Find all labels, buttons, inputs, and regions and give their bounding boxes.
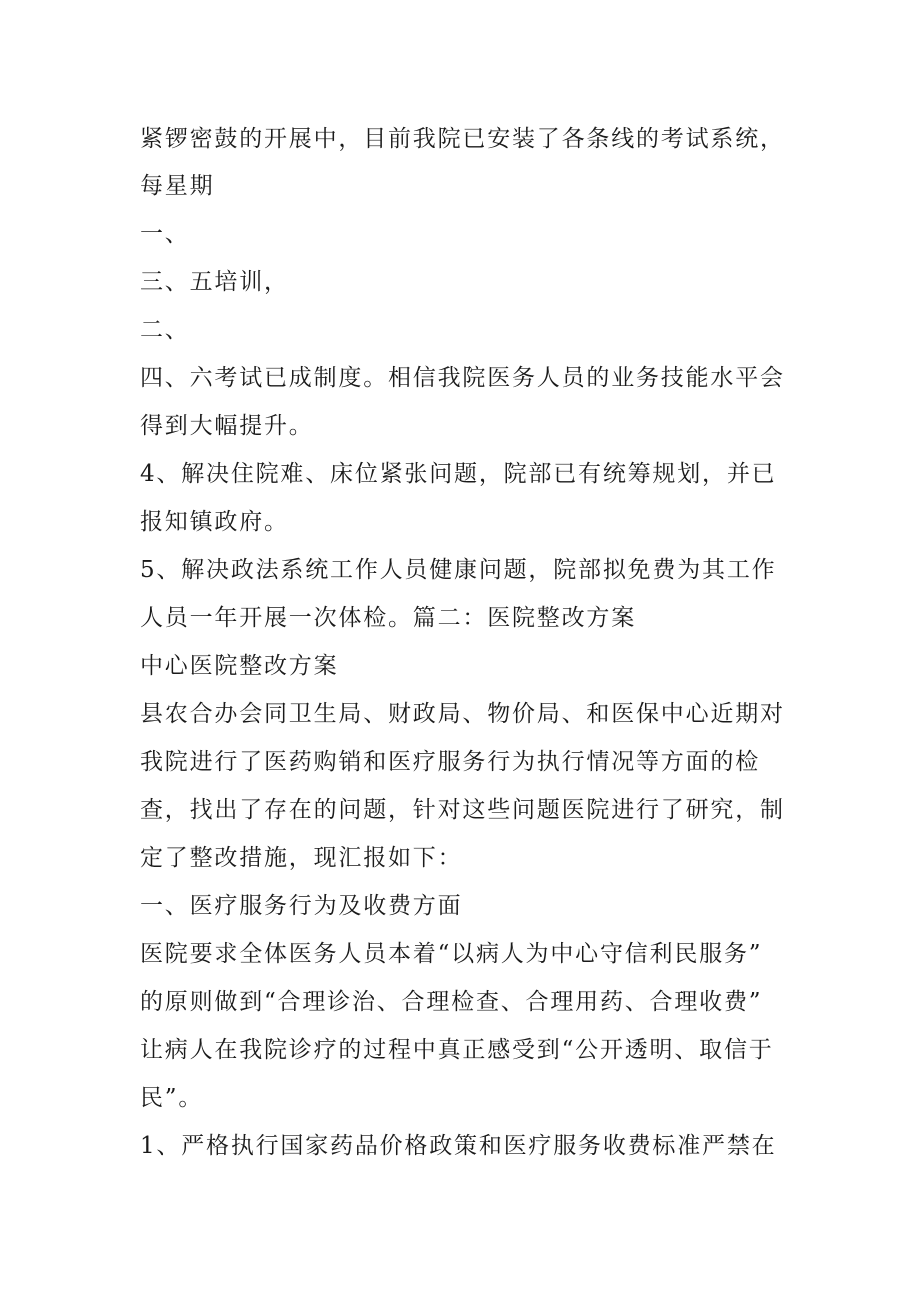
text-line: 民”。 — [140, 1085, 204, 1111]
text-line: 人员一年开展一次体检。篇二：医院整改方案 — [140, 605, 636, 631]
text-line: 医院要求全体医务人员本着“以病人为中心守信利民服务” — [140, 941, 763, 967]
text-line: 紧锣密鼓的开展中，目前我院已安装了各条线的考试系统， — [140, 126, 785, 152]
text-line: 得到大幅提升。 — [140, 413, 314, 439]
text-line: 1、严格执行国家药品价格政策和医疗服务收费标准严禁在 — [140, 1133, 777, 1159]
text-line: 县农合办会同卫生局、财政局、物价局、和医保中心近期对 — [140, 701, 785, 727]
list-marker: 二、 — [140, 317, 190, 343]
section-heading: 一、医疗服务行为及收费方面 — [140, 893, 463, 919]
text-line: 让病人在我院诊疗的过程中真正感受到“公开透明、取信于 — [140, 1037, 774, 1063]
text-line: 查，找出了存在的问题，针对这些问题医院进行了研究，制 — [140, 797, 785, 823]
text-line: 三、五培训， — [140, 269, 289, 295]
text-line: 四、六考试已成制度。相信我院医务人员的业务技能水平会 — [140, 365, 785, 391]
text-line: 报知镇政府。 — [140, 509, 289, 535]
text-line: 4、解决住院难、床位紧张问题，院部已有统筹规划，并已 — [140, 461, 777, 487]
text-line: 定了整改措施，现汇报如下： — [140, 845, 463, 871]
list-marker: 一、 — [140, 221, 190, 247]
section-title: 中心医院整改方案 — [140, 653, 339, 679]
text-line: 5、解决政法系统工作人员健康问题，院部拟免费为其工作 — [140, 557, 777, 583]
text-line: 每星期 — [140, 173, 215, 199]
text-line: 的原则做到“合理诊治、合理检查、合理用药、合理收费” — [140, 989, 763, 1015]
text-line: 我院进行了医药购销和医疗服务行为执行情况等方面的检 — [140, 749, 760, 775]
